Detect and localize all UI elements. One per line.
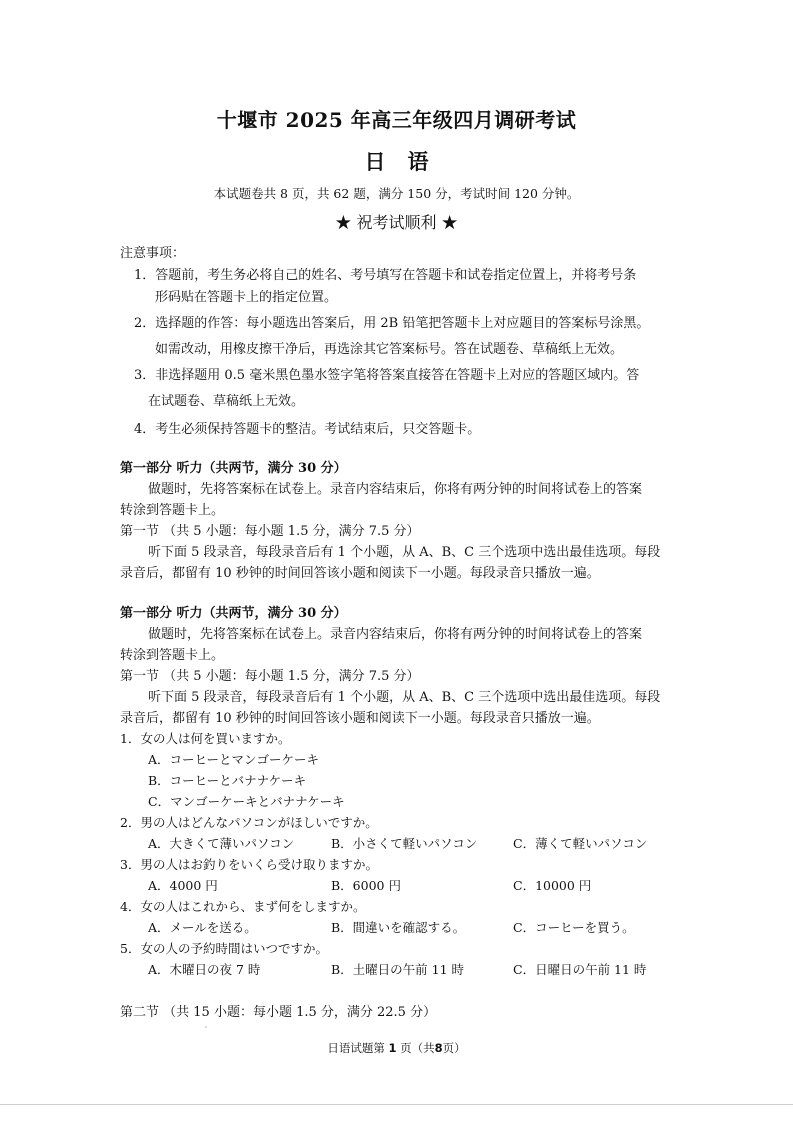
part1-intro-line2-repeat: 转涂到答题卡上。 [120,648,225,663]
question-4-option-a: A．メールを送る。 [148,920,257,935]
good-luck-line: ★ 祝考试顺利 ★ [335,213,458,232]
section1-instr-line2-repeat: 录音后，都留有 10 秒钟的时间回答该小题和阅读下一小题。每段录音只播放一遍。 [120,711,600,726]
question-3-option-b: B．6000 円 [331,878,401,893]
question-5-option-a: A．木曜日の夜 7 時 [148,962,261,977]
question-2: 2．男の人はどんなパソコンがほしいですか。 [120,815,378,830]
section1-instr-line1-repeat: 听下面 5 段录音，每段录音后有 1 个小题，从 A、B、C 三个选项中选出最佳选项。每段 [148,690,661,705]
question-1: 1．女の人は何を買いますか。 [120,731,291,746]
section1-heading: 第一节 （共 5 小题：每小题 1.5 分，满分 7.5 分） [120,524,420,539]
question-5-option-c: C．日曜日の午前 11 時 [513,962,647,977]
part1-heading-repeat: 第一部分 听力（共两节，满分 30 分） [120,606,347,621]
question-1-option-c: C．マンゴーケーキとバナナケーキ [148,794,345,809]
subject-title: 日语 [364,149,451,174]
scan-speck [205,1026,207,1028]
section1-instr-line1: 听下面 5 段录音，每段录音后有 1 个小题，从 A、B、C 三个选项中选出最佳选项。每段 [148,545,661,560]
question-4-option-c: C．コーヒーを買う。 [513,920,635,935]
question-5: 5．女の人の予約時間はいつですか。 [120,941,328,956]
note-4-line1: 4．考生必须保持答题卡的整洁。考试结束后，只交答题卡。 [134,422,481,437]
question-3: 3．男の人はお釣りをいくら受け取りますか。 [120,857,378,872]
note-2-line2: 如需改动，用橡皮擦干净后，再选涂其它答案标号。答在试题卷、草稿纸上无效。 [155,342,624,357]
note-2-line1: 2．选择题的作答：每小题选出答案后，用 2B 铅笔把答题卡上对应题目的答案标号涂黑。 [134,316,650,331]
part1-intro-line1: 做题时，先将答案标在试卷上。录音内容结束后，你将有两分钟的时间将试卷上的答案 [148,482,643,497]
part1-intro-line1-repeat: 做题时，先将答案标在试卷上。录音内容结束后，你将有两分钟的时间将试卷上的答案 [148,627,643,642]
part1-intro-line2: 转涂到答题卡上。 [120,503,225,518]
question-1-option-a: A．コーヒーとマンゴーケーキ [148,752,320,767]
question-2-option-b: B．小さくて軽いパソコン [331,836,478,851]
footer-page-number: 1 [388,1041,397,1055]
exam-info: 本试题卷共 8 页，共 62 题，满分 150 分，考试时间 120 分钟。 [213,186,580,201]
part1-heading: 第一部分 听力（共两节，满分 30 分） [120,461,347,476]
note-1-line1: 1．答题前，考生务必将自己的姓名、考号填写在答题卡和试卷指定位置上，并将考号条 [134,268,637,283]
page-footer [0,1040,793,1056]
notes-heading: 注意事项： [120,246,186,261]
question-5-option-b: B．土曜日の午前 11 時 [331,962,465,977]
page-bottom-divider [0,1104,793,1105]
question-2-option-a: A．大きくて薄いパソコン [148,836,295,851]
question-4-option-b: B．間違いを確認する。 [331,920,466,935]
section2-heading: 第二节 （共 15 小题：每小题 1.5 分，满分 22.5 分） [120,1005,437,1020]
exam-title: 十堰市 2025 年高三年级四月调研考试 [216,108,577,132]
section1-heading-repeat: 第一节 （共 5 小题：每小题 1.5 分，满分 7.5 分） [120,669,420,684]
question-2-option-c: C．薄くて軽いパソコン [513,836,648,851]
note-3-line1: 3．非选择题用 0.5 毫米黑色墨水签字笔将答案直接答在答题卡上对应的答题区域内。答 [134,368,640,383]
question-3-option-c: C．10000 円 [513,878,592,893]
section1-instr-line2: 录音后，都留有 10 秒钟的时间回答该小题和阅读下一小题。每段录音只播放一遍。 [120,566,600,581]
footer-mid: 页（共 [400,1041,435,1055]
footer-prefix: 日语试题第 [327,1041,385,1055]
question-3-option-a: A．4000 円 [148,878,218,893]
question-1-option-b: B．コーヒーとバナナケーキ [148,773,307,788]
footer-total-pages: 8 [434,1041,443,1055]
question-4: 4．女の人はこれから、まず何をしますか。 [120,899,366,914]
footer-suffix: 页） [442,1041,466,1055]
note-3-line2: 在试题卷、草稿纸上无效。 [148,394,305,409]
note-1-line2: 形码贴在答题卡上的指定位置。 [155,290,338,305]
